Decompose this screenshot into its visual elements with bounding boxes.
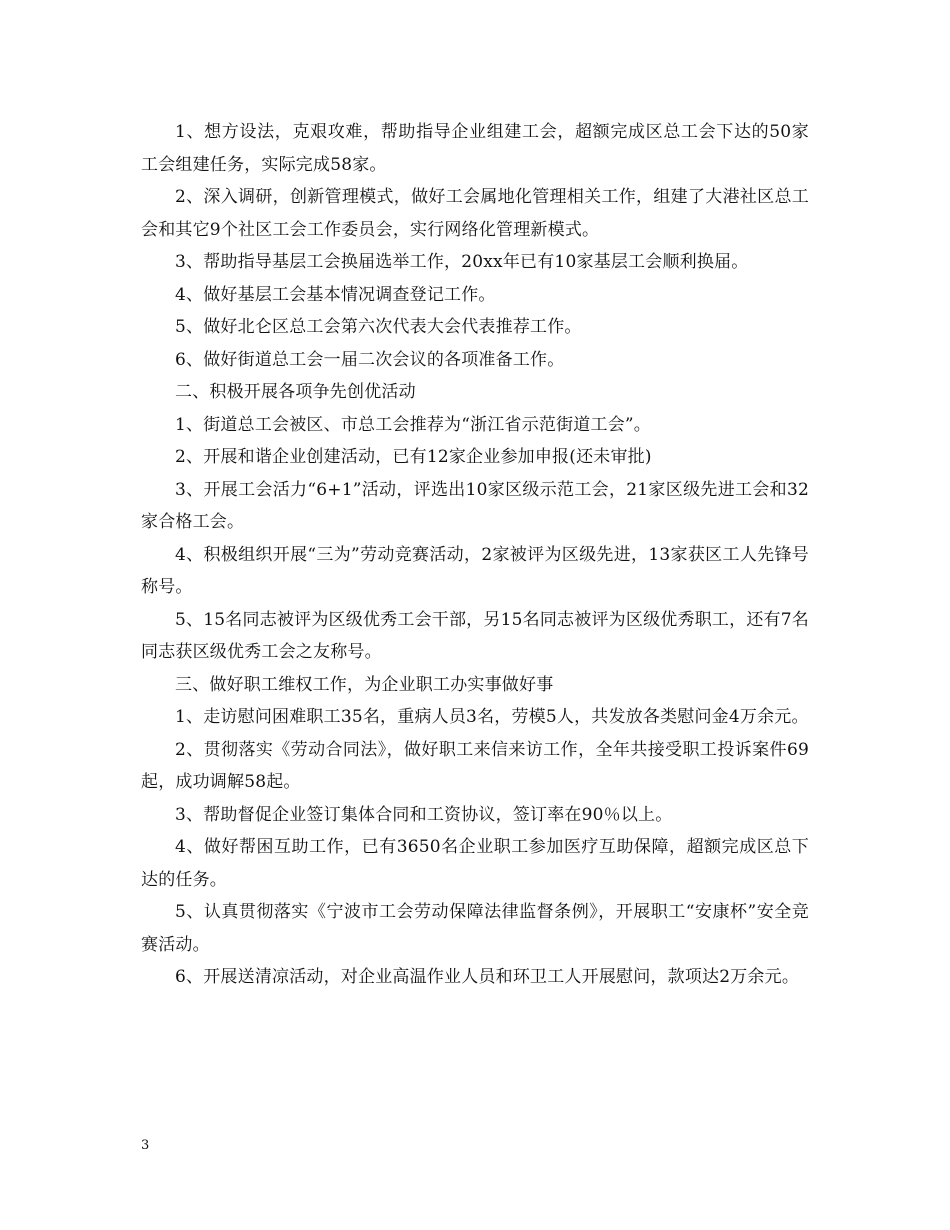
paragraph: 5、认真贯彻落实《宁波市工会劳动保障法律监督条例》，开展职工“安康杯”安全竞赛活动。 [141,902,809,955]
paragraph: 1、街道总工会被区、市总工会推荐为“浙江省示范街道工会”。 [175,414,651,435]
paragraph: 5、15名同志被评为区级优秀工会干部，另15名同志被评为区级优秀职工，还有7名同志获区级优秀工会之友称号。 [141,609,809,662]
paragraph: 2、开展和谐企业创建活动，已有12家企业参加申报(还未审批) [175,447,652,467]
paragraph: 6、做好街道总工会一届二次会议的各项准备工作。 [175,349,565,370]
paragraph: 2、贯彻落实《劳动合同法》，做好职工来信来访工作，全年共接受职工投诉案件69起，成功调解58起。 [141,739,809,792]
paragraph: 4、做好帮困互助工作，已有3650名企业职工参加医疗互助保障，超额完成区总下达的任务。 [141,837,809,890]
page-number: 3 [141,1138,150,1153]
paragraph: 2、深入调研，创新管理模式，做好工会属地化管理相关工作，组建了大港社区总工会和其它9个社区工会工作委员会，实行网络化管理新模式。 [141,187,809,240]
paragraph: 3、开展工会活力“6+1”活动，评选出10家区级示范工会，21家区级先进工会和32家合格工会。 [141,479,809,532]
paragraph: 6、开展送清凉活动，对企业高温作业人员和环卫工人开展慰问，款项达2万余元。 [175,967,800,987]
paragraph: 1、想方设法，克艰攻难，帮助指导企业组建工会，超额完成区总工会下达的50家工会组建任务，实际完成58家。 [141,122,809,175]
paragraph: 4、积极组织开展“三为”劳动竞赛活动，2家被评为区级先进，13家获区工人先锋号称号。 [141,544,809,597]
paragraph: 3、帮助指导基层工会换届选举工作，20xx年已有10家基层工会顺利换届。 [175,252,749,272]
paragraph: 4、做好基层工会基本情况调查登记工作。 [175,284,496,305]
section-heading: 二、积极开展各项争先创优活动 [175,382,416,402]
paragraph: 1、走访慰问困难职工35名，重病人员3名，劳模5人，共发放各类慰问金4万余元。 [175,707,809,727]
section-heading: 三、做好职工维权工作，为企业职工办实事做好事 [175,674,554,695]
paragraph: 3、帮助督促企业签订集体合同和工资协议，签订率在90％以上。 [175,804,673,825]
document-body [141,116,809,994]
paragraph: 5、做好北仑区总工会第六次代表大会代表推荐工作。 [175,317,582,337]
